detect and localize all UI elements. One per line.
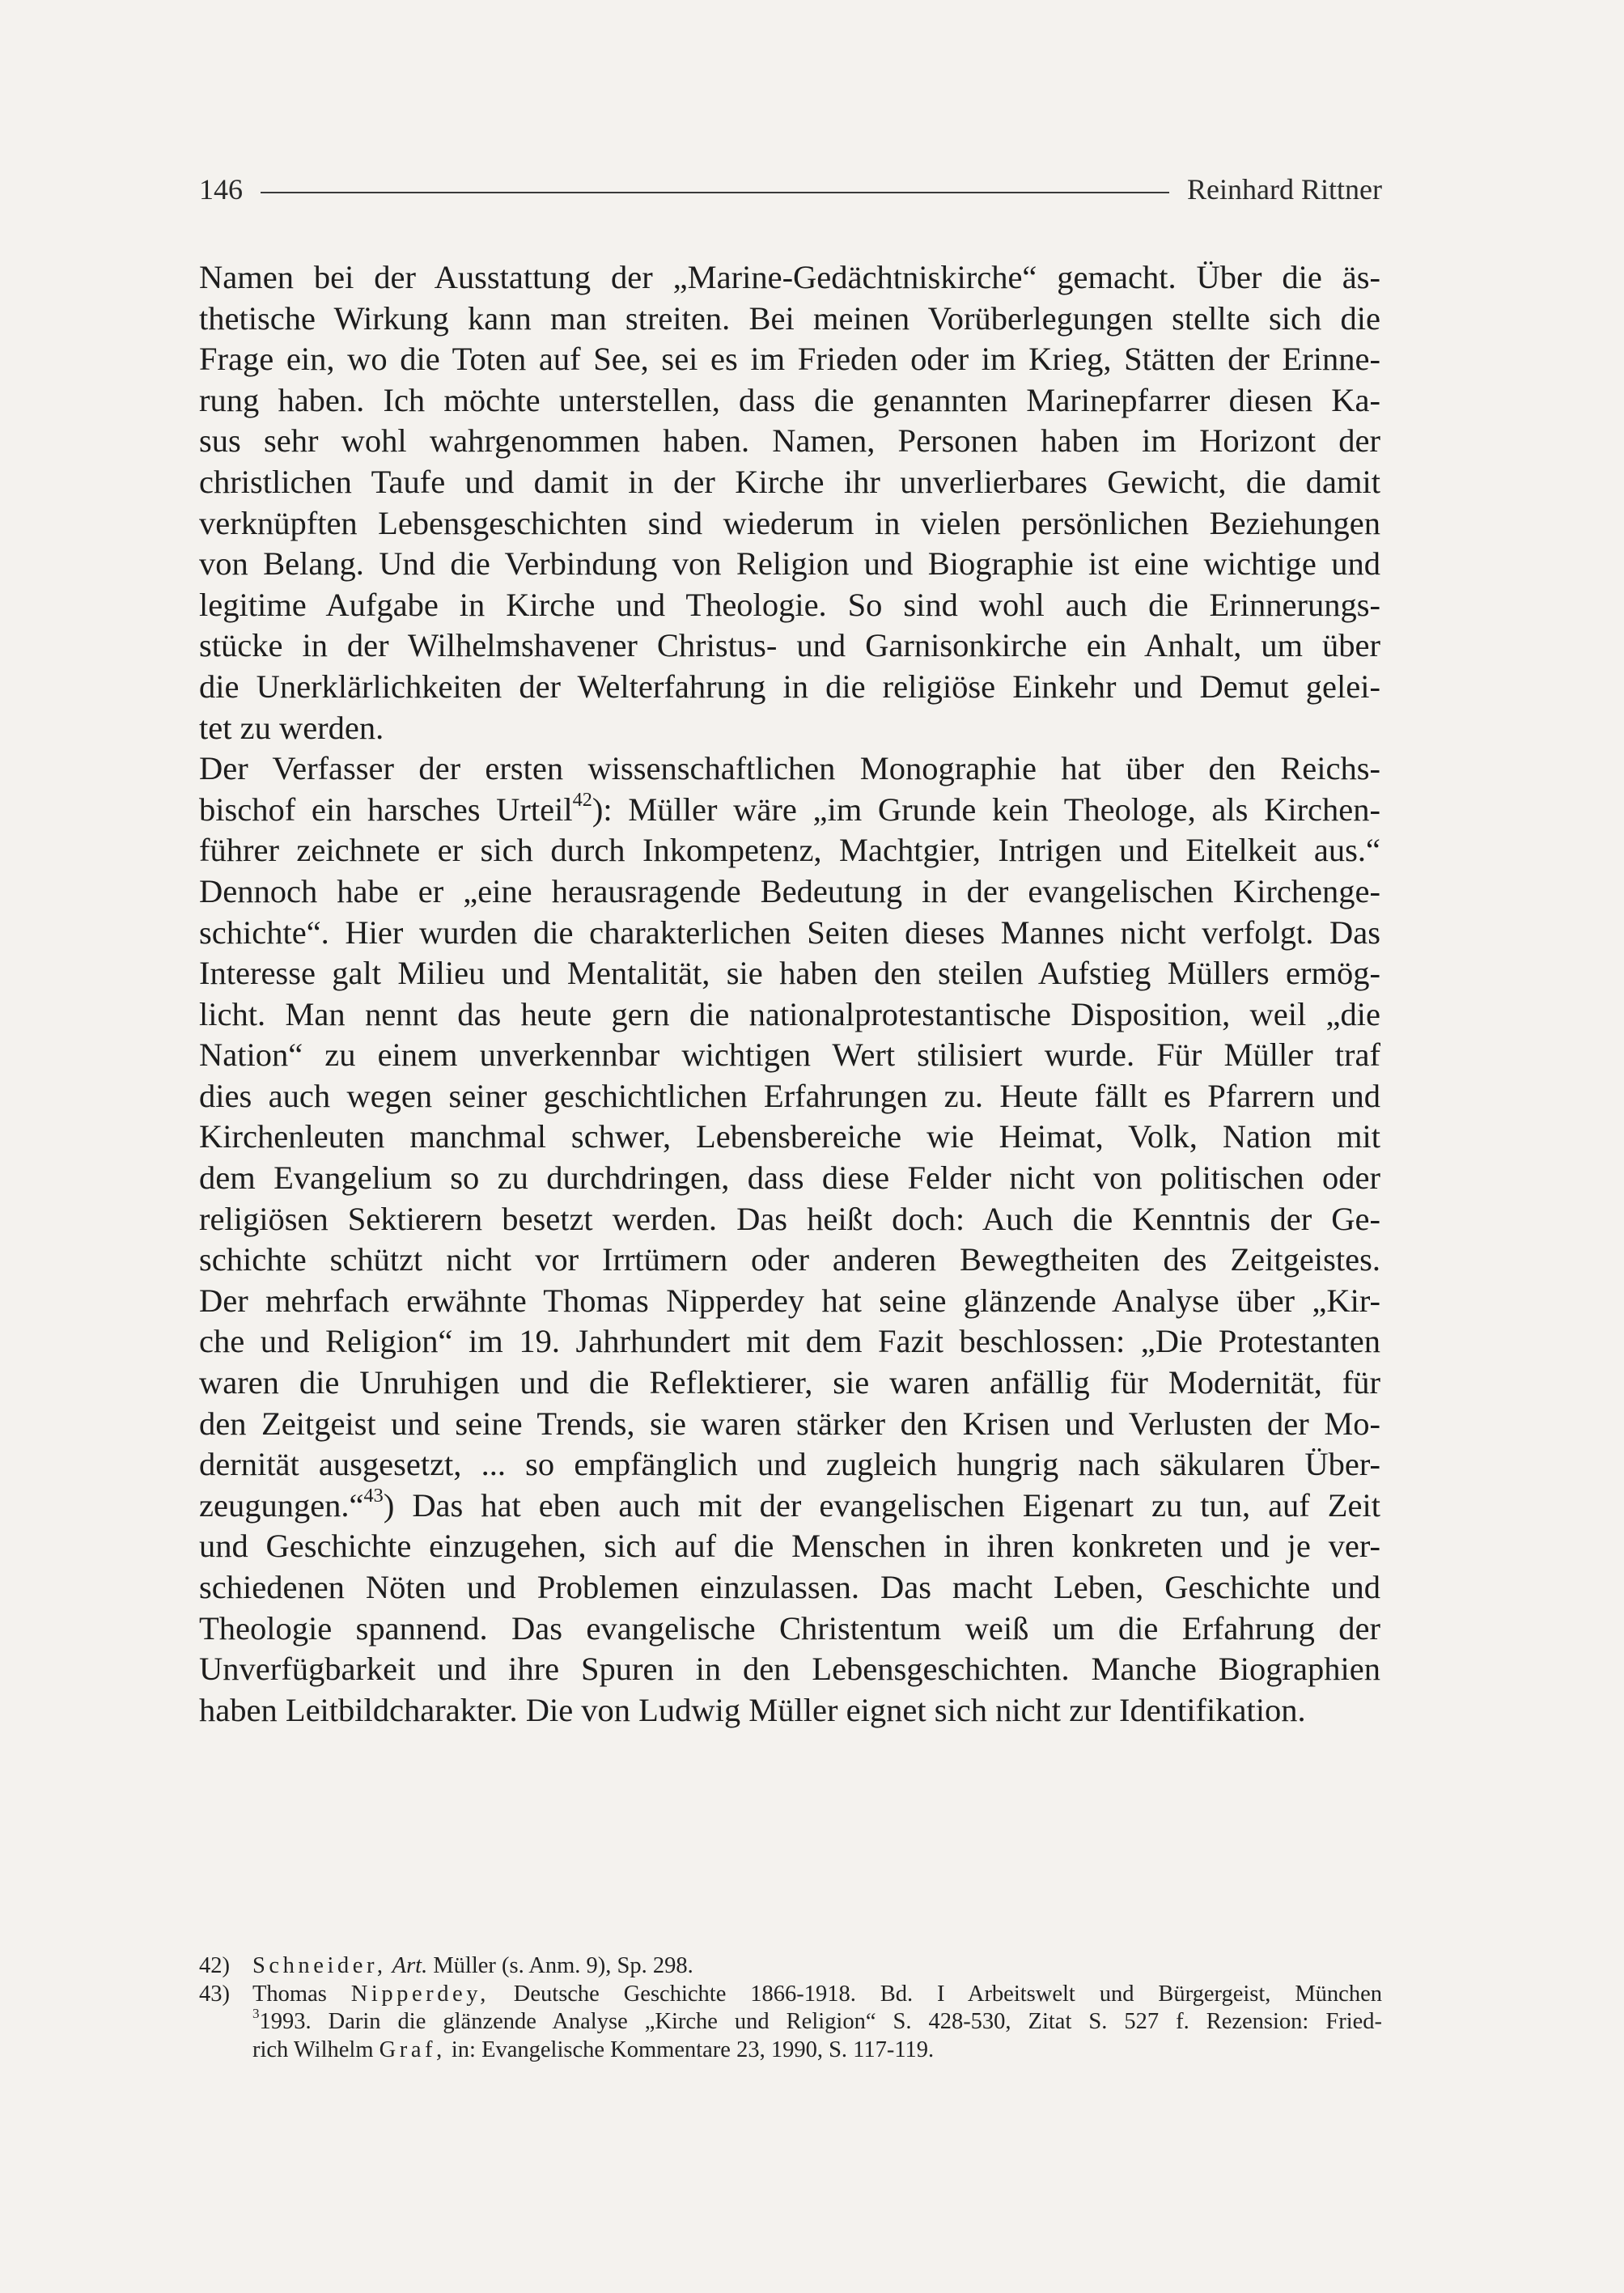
running-head-author: Reinhard Rittner [1187,173,1382,206]
text-line: sus sehr wohl wahrgenommen haben. Namen, Personen haben im Horizont der [199,422,1380,460]
footnote-text: Thomas [252,1981,351,2007]
text-line [199,790,1380,831]
text-line: licht. Man nennt das heute gern die nationalprotestantische Disposition, weil „die [199,995,1380,1032]
text-line: haben Leitbildcharakter. Die von Ludwig Müller eignet sich nicht zur Identifikation. [199,1691,1306,1728]
text-line: führer zeichnete er sich durch Inkompetenz, Machtgier, Intrigen und Eitelkeit aus.“ [199,832,1380,869]
footnote-line [252,1981,1382,2009]
footnote-ref-42: 42 [572,788,592,811]
text-fragment: ) Das hat eben auch mit der evangelischen Eigenart zu tun, auf Zeit [383,1486,1380,1524]
footnote-author: Nipperdey, [350,1981,490,2007]
text-line: dies auch wegen seiner geschichtlichen Erfahrungen zu. Heute fällt es Pfarrern und [199,1077,1380,1114]
text-line: und Geschichte einzugehen, sich auf die Menschen in ihren konkreten und je ver- [199,1528,1380,1565]
main-text [199,257,1380,1731]
text-line: Frage ein, wo die Toten auf See, sei es im Frieden oder im Krieg, Stätten der Erinne- [199,341,1380,378]
text-fragment: bischof ein harsches Urteil [199,790,573,828]
text-line: dernität ausgesetzt, ... so empfänglich und zugleich hungrig nach säkularen Über- [199,1446,1380,1483]
text-line: legitime Aufgabe in Kirche und Theologie. So sind wohl auch die Erinnerungs- [199,586,1380,623]
footnote-abbrev: Art. [392,1953,428,1978]
footnote-text: Deutsche Geschichte 1866-1918. Bd. I Arbeitswelt und Bürgergeist, München [489,1981,1382,2007]
text-line: Unverfügbarkeit und ihre Spuren in den Lebensgeschichten. Manche Biographien [199,1651,1380,1688]
footnote-line [252,2037,1382,2065]
footnote-author: Schneider, [252,1953,387,1978]
text-fragment: ): Müller wäre „im Grunde kein Theologe, als Kirchen- [592,790,1380,828]
text-line: Der mehrfach erwähnte Thomas Nipperdey hat seine glänzende Analyse über „Kir- [199,1282,1380,1319]
text-line: schichte“. Hier wurden die charakterlichen Seiten dieses Mannes nicht verfolgt. Das [199,913,1380,951]
footnote-text: 1993. Darin die glänzende Analyse „Kirche und Religion“ S. 428-530, Zitat S. 527 f. Rezension: Fried- [259,2009,1382,2035]
text-line: Dennoch habe er „eine herausragende Bedeutung in der evangelischen Kirchenge- [199,872,1380,909]
footnote-number: 43) [199,1981,230,2007]
footnote-text: Müller (s. Anm. 9), Sp. 298. [427,1953,693,1978]
text-fragment: zeugungen.“ [199,1486,364,1524]
text-line: stücke in der Wilhelmshavener Christus- und Garnisonkirche ein Anhalt, um über [199,627,1380,664]
text-line: christlichen Taufe und damit in der Kirche ihr unverlierbares Gewicht, die damit [199,463,1380,500]
text-line: Kirchenleuten manchmal schwer, Lebensbereiche wie Heimat, Volk, Nation mit [199,1118,1380,1155]
text-line: rung haben. Ich möchte unterstellen, dass die genannten Marinepfarrer diesen Ka- [199,381,1380,418]
text-line: Nation“ zu einem unverkennbar wichtigen Wert stilisiert wurde. Für Müller traf [199,1036,1380,1074]
text-line: Namen bei der Ausstattung der „Marine-Gedächtniskirche“ gemacht. Über die äs- [199,259,1380,295]
footnote-line [252,2008,1382,2037]
footnotes [199,1952,1382,2065]
text-line: che und Religion“ im 19. Jahrhundert mit dem Fazit beschlossen: „Die Protestanten [199,1323,1380,1360]
footnote-text: rich Wilhelm [252,2037,379,2063]
footnote-author: Graf, [379,2037,446,2063]
footnote-text: in: Evangelische Kommentare 23, 1990, S. 117-119. [445,2037,935,2063]
text-line: Theologie spannend. Das evangelische Christentum weiß um die Erfahrung der [199,1609,1380,1647]
footnote-ref-43: 43 [363,1484,384,1507]
text-line: den Zeitgeist und seine Trends, sie waren stärker den Krisen und Verlusten der Mo- [199,1405,1380,1442]
running-header [199,170,1382,209]
text-line: schiedenen Nöten und Problemen einzulassen. Das macht Leben, Geschichte und [199,1569,1380,1605]
text-line: thetische Wirkung kann man streiten. Bei meinen Vorüberlegungen stellte sich die [199,299,1380,337]
footnote-42 [199,1952,1382,1981]
page-number: 146 [199,173,243,206]
text-line: dem Evangelium so zu durchdringen, dass diese Felder nicht von politischen oder [199,1159,1380,1197]
text-line: Der Verfasser der ersten wissenschaftlichen Monographie hat über den Reichs- [199,750,1380,787]
text-line [199,1486,1380,1527]
text-line: waren die Unruhigen und die Reflektierer, sie waren anfällig für Modernität, für [199,1364,1380,1401]
edition-superscript: 3 [252,2006,260,2022]
footnote-number: 42) [199,1953,230,1978]
text-line: schichte schützt nicht vor Irrtümern oder anderen Bewegtheiten des Zeitgeistes. [199,1241,1380,1278]
text-line: tet zu werden. [199,709,384,746]
text-line: verknüpften Lebensgeschichten sind wiederum in vielen persönlichen Beziehungen [199,504,1380,541]
footnote-43 [199,1981,1382,2065]
text-line: Interesse galt Milieu und Mentalität, sie haben den steilen Aufstieg Müllers ermög- [199,955,1380,992]
text-line: von Belang. Und die Verbindung von Religion und Biographie ist eine wichtige und [199,545,1380,583]
text-line: die Unerklärlichkeiten der Welterfahrung in die religiöse Einkehr und Demut gelei- [199,668,1380,705]
header-rule [261,192,1169,193]
footnote-line [252,1952,1382,1981]
text-line: religiösen Sektierern besetzt werden. Das heißt doch: Auch die Kenntnis der Ge- [199,1200,1380,1237]
